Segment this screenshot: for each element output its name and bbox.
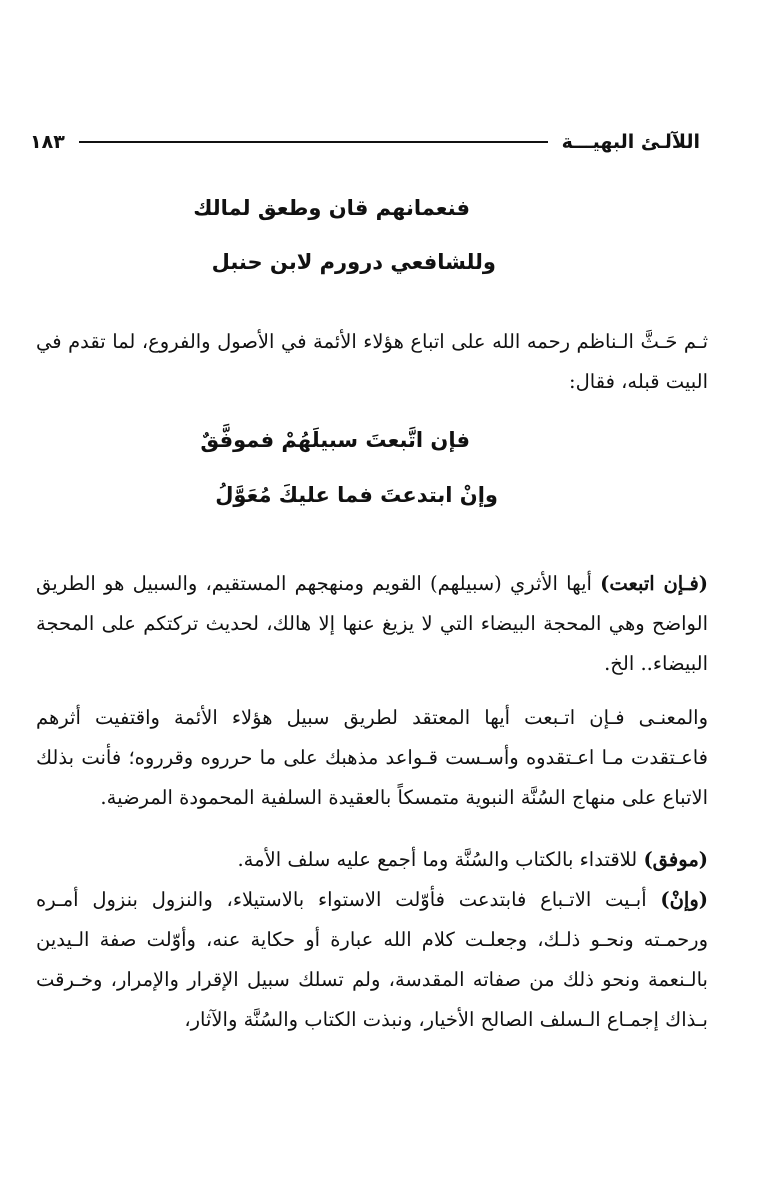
running-title: اللآلـئ البهيـــة [561,131,700,153]
verse-line-2: وللشافعي درورم لابن حنبل [211,250,496,274]
paragraph-lead: (موفق) [643,848,708,871]
paragraph-lead: (وإنْ) [660,888,708,911]
verse-line-3: فإن اتَّبعتَ سبيلَهُمْ فموفَّقٌ [200,428,470,452]
paragraph-commentary-4 [36,880,708,1040]
page-number: ١٨٣ [30,131,65,153]
paragraph-commentary-2: والمعنـى فـإن اتـبعت أيها المعتقد لطريق سبيل هؤلاء الأئمة واقتفيت أثرهم فاعـتقدت مـا اعـتقدوه وأسـست قـواعد مذهبك على ما حرروه وقرروه؛ فأنت بذلك الاتباع على منهاج السُنَّة النبوية متمسكاً بالعقيدة السلفية المحمودة المرضية. [36,706,708,809]
paragraph-body: أيها الأثري (سبيلهم) القويم ومنهجهم المستقيم، والسبيل هو الطريق الواضح وهي المحجة البيضاء التي لا يزيغ عنها إلا هالك، لحديث تركتكم على المحجة البيضاء.. الخ. [36,572,708,675]
paragraph-commentary-3 [36,840,708,880]
paragraph-body: أبـيت الاتـباع فابتدعت فأوّلت الاستواء بالاستيلاء، والنزول بنزول أمـره ورحمـته ونحـو ذلـك، وجعلـت كلام الله عبارة أو حكاية عنه، وأوّلت صفة الـيدين بالـنعمة ونحو ذلك من صفاته المقدسة، ولم تسلك سبيل الإقرار والإمرار، وخـرقت بـذاك إجمـاع الـسلف الصالح الأخيار، ونبذت الكتاب والسُنَّة والآثار، [36,888,708,1031]
verse-line-4: وإنْ ابتدعتَ فما عليكَ مُعَوَّلُ [215,483,498,507]
verse-line-1: فنعمانهم قان وطعق لمالك [193,196,470,220]
paragraph-commentary-1 [36,564,708,684]
paragraph-body: للاقتداء بالكتاب والسُنَّة وما أجمع عليه سلف الأمة. [237,848,644,871]
paragraph-lead: (فـإن اتبعت) [600,572,708,595]
header-rule [79,141,548,143]
paragraph-intro: ثـم حَـثَّ الـناظم رحمه الله على اتباع هؤلاء الأئمة في الأصول والفروع، لما تقدم في البيت قبله، فقال: [36,330,708,393]
page-header [30,126,700,158]
